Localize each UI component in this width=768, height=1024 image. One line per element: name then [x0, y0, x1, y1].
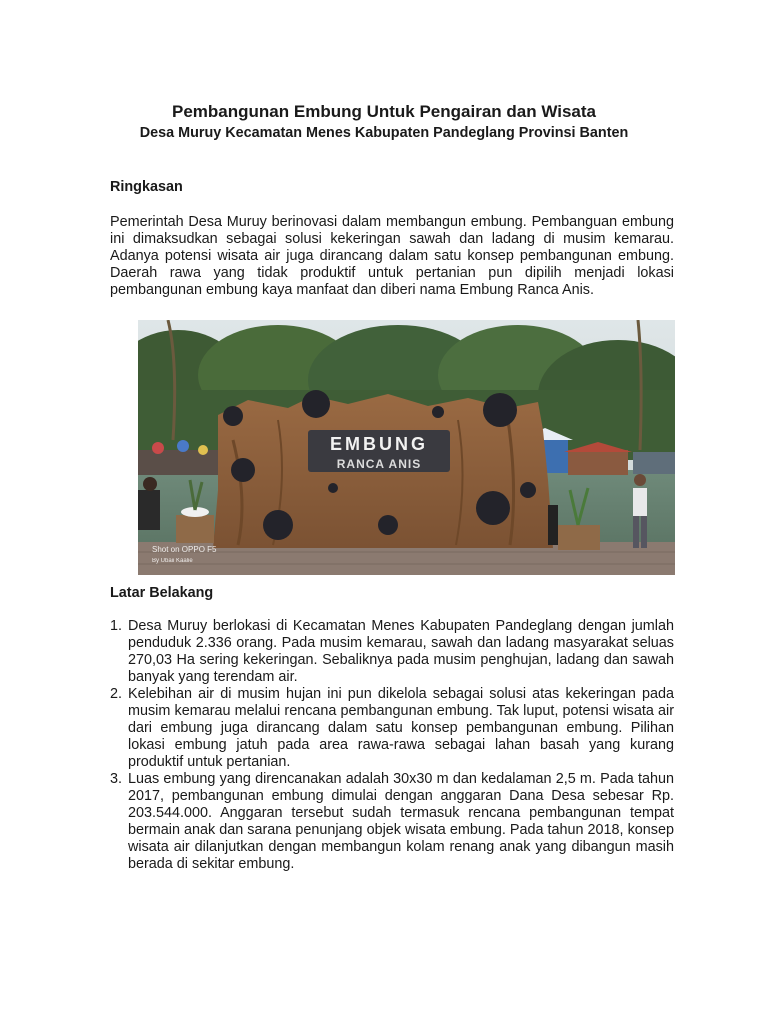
list-item-text: Kelebihan air di musim hujan ini pun dikelola sebagai solusi atas kekeringan pada musim kemarau melalui rencana pembangunan embung. Tak luput, potensi wisata air dari embung juga dirancang dalam satu konsep pembangunan embung. Pilihan lokasi embung jatuh pada area rawa-rawa sebagai lahan basah yang kurang produktif untuk pertanian.: [128, 686, 674, 770]
sign-line-2: RANCA ANIS: [336, 457, 422, 471]
list-item: [110, 686, 674, 771]
background-list: [110, 618, 674, 873]
document-title: Pembangunan Embung Untuk Pengairan dan Wisata: [172, 102, 596, 121]
background-heading: Latar Belakang: [110, 585, 214, 601]
sign-line-1: EMBUNG: [330, 434, 428, 454]
rock-monument: [213, 390, 553, 548]
list-item-text: Luas embung yang direncanakan adalah 30x30 m dan kedalaman 2,5 m. Pada tahun 2017, pembangunan embung dimulai dengan anggaran Dana Desa sebesar Rp. 203.544.000. Anggaran tersebut sudah termasuk rencana pembangunan tempat bermain anak dan sarana penunjang objek wisata embung. Pada tahun 2018, konsep wisata air dilanjutkan dengan membangun kolam renang anak yang dibangun masih berada di sekitar embung.: [128, 771, 674, 872]
list-item: [110, 618, 674, 686]
list-item-number: 2.: [110, 686, 123, 702]
document-subtitle: Desa Muruy Kecamatan Menes Kabupaten Pandeglang Provinsi Banten: [139, 125, 629, 141]
list-item-number: 1.: [110, 618, 123, 634]
photo-watermark-1: Shot on OPPO F5: [152, 545, 217, 554]
photo-watermark-2: By Ubaii Kaalie: [152, 558, 193, 564]
embung-photo-illustration: [138, 320, 675, 575]
summary-paragraph: Pemerintah Desa Muruy berinovasi dalam membangun embung. Pembanguan embung ini dimaksudkan sebagai solusi kekeringan sawah dan ladang di musim kemarau. Adanya potensi wisata air juga dirancang dalam satu konsep pembangunan embung. Daerah rawa yang tidak produktif untuk pertanian pun dipilih menjadi lokasi pembangunan embung kaya manfaat dan diberi nama Embung Ranca Anis.: [110, 214, 674, 298]
list-item-number: 3.: [110, 771, 123, 787]
list-item-text: Desa Muruy berlokasi di Kecamatan Menes Kabupaten Pandeglang dengan jumlah penduduk 2.336 orang. Pada musim kemarau, sawah dan ladang masyarakat seluas 270,03 Ha sering kekeringan. Sebaliknya pada musim penghujan, ladang dan sawah banyak yang terendam air.: [128, 618, 674, 685]
list-item: [110, 771, 674, 873]
summary-heading: Ringkasan: [110, 179, 183, 195]
embung-photo: [138, 320, 675, 575]
